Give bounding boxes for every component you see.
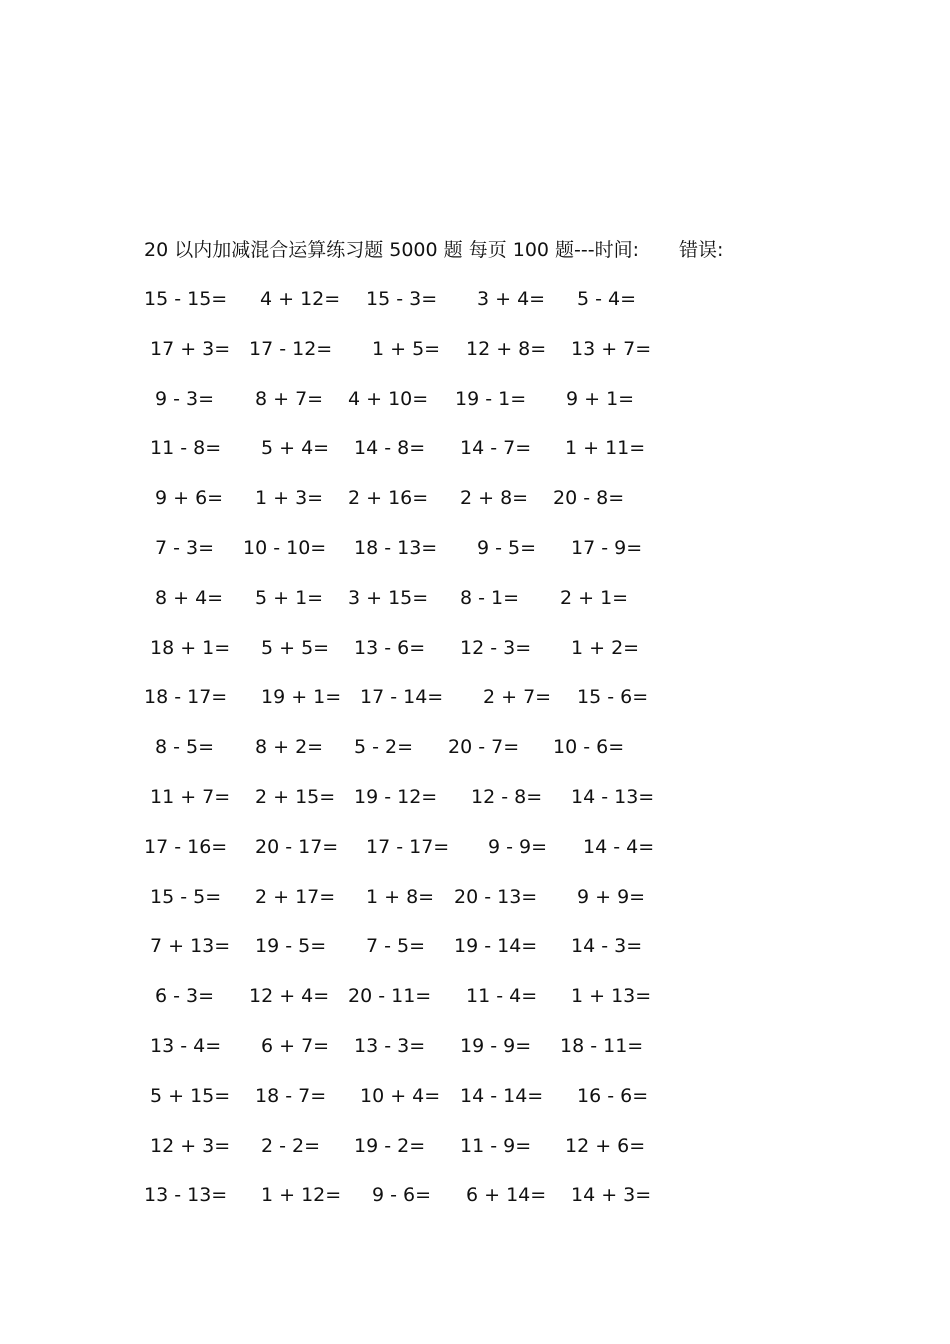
math-problem: 13 - 13= [144,1184,228,1207]
math-problem: 19 - 1= [455,387,527,410]
math-problem: 18 - 7= [255,1084,327,1107]
math-problem: 6 + 14= [466,1184,547,1207]
math-problem: 19 + 1= [261,686,342,709]
math-problem: 10 + 4= [360,1084,441,1107]
problem-row [0,335,950,385]
problem-row [0,833,950,883]
problem-row [0,883,950,933]
math-problem: 19 - 12= [354,785,438,808]
math-problem: 14 - 13= [571,785,655,808]
problem-row [0,683,950,733]
math-problem: 11 - 9= [460,1134,532,1157]
math-problem: 2 - 2= [261,1134,321,1157]
problem-row [0,1082,950,1132]
math-problem: 19 - 2= [354,1134,426,1157]
problem-row [0,634,950,684]
math-problem: 1 + 3= [255,487,324,510]
math-problem: 11 - 4= [466,985,538,1008]
math-problem: 12 + 3= [150,1134,231,1157]
math-problem: 11 - 8= [150,437,222,460]
math-problem: 1 + 2= [571,636,640,659]
math-problem: 7 - 3= [155,536,215,559]
math-problem: 9 - 5= [477,536,537,559]
math-problem: 20 - 11= [348,985,432,1008]
math-problem: 7 - 5= [366,935,426,958]
math-problem: 12 + 4= [249,985,330,1008]
math-problem: 18 - 13= [354,536,438,559]
math-problem: 15 - 3= [366,288,438,310]
problem-grid [0,285,950,1231]
math-problem: 1 + 12= [261,1184,342,1207]
problem-row [0,1181,950,1231]
math-problem: 1 + 5= [372,337,441,360]
math-problem: 17 - 14= [360,686,444,709]
math-problem: 9 - 6= [372,1184,432,1207]
math-problem: 14 - 14= [460,1084,544,1107]
problem-row [0,932,950,982]
math-problem: 12 + 6= [565,1134,646,1157]
math-problem: 8 + 4= [155,586,224,609]
math-problem: 17 - 9= [571,536,643,559]
math-problem: 18 - 11= [560,1034,644,1057]
math-problem: 15 - 15= [144,288,228,310]
math-problem: 13 + 7= [571,337,652,360]
math-problem: 2 + 15= [255,785,336,808]
problem-row [0,434,950,484]
math-problem: 8 + 2= [255,736,324,759]
math-problem: 3 + 4= [477,288,546,310]
math-problem: 19 - 14= [454,935,538,958]
math-problem: 16 - 6= [577,1084,649,1107]
math-problem: 20 - 13= [454,885,538,908]
math-problem: 2 + 1= [560,586,629,609]
math-problem: 9 + 6= [155,487,224,510]
math-problem: 12 - 8= [471,785,543,808]
math-problem: 20 - 7= [448,736,520,759]
math-problem: 17 - 17= [366,835,450,858]
math-problem: 5 + 15= [150,1084,231,1107]
math-problem: 20 - 8= [553,487,625,510]
math-problem: 14 - 4= [583,835,655,858]
math-problem: 6 + 7= [261,1034,330,1057]
math-problem: 13 - 4= [150,1034,222,1057]
math-problem: 1 + 11= [565,437,646,460]
errors-label: 错误: [679,239,724,261]
problem-row [0,484,950,534]
math-problem: 10 - 6= [553,736,625,759]
problem-row [0,534,950,584]
math-problem: 14 + 3= [571,1184,652,1207]
math-problem: 2 + 7= [483,686,552,709]
math-problem: 5 - 2= [354,736,414,759]
math-problem: 14 - 3= [571,935,643,958]
math-problem: 15 - 6= [577,686,649,709]
math-problem: 12 + 8= [466,337,547,360]
math-problem: 17 - 12= [249,337,333,360]
problem-row [0,982,950,1032]
math-problem: 5 + 1= [255,586,324,609]
math-problem: 8 + 7= [255,387,324,410]
worksheet-title: 20 以内加减混合运算练习题 5000 题 每页 100 题---时间: [144,239,640,261]
math-problem: 5 - 4= [577,288,637,310]
math-problem: 20 - 17= [255,835,339,858]
math-problem: 9 - 3= [155,387,215,410]
math-problem: 2 + 16= [348,487,429,510]
math-problem: 14 - 8= [354,437,426,460]
math-problem: 19 - 9= [460,1034,532,1057]
math-problem: 6 - 3= [155,985,215,1008]
math-problem: 3 + 15= [348,586,429,609]
math-problem: 4 + 12= [260,288,341,310]
math-problem: 9 + 9= [577,885,646,908]
math-problem: 10 - 10= [243,536,327,559]
math-problem: 5 + 4= [261,437,330,460]
worksheet-header [144,236,723,264]
math-problem: 4 + 10= [348,387,429,410]
math-problem: 7 + 13= [150,935,231,958]
math-problem: 15 - 5= [150,885,222,908]
math-problem: 11 + 7= [150,785,231,808]
math-problem: 1 + 8= [366,885,435,908]
math-problem: 14 - 7= [460,437,532,460]
math-problem: 18 + 1= [150,636,231,659]
problem-row [0,385,950,435]
math-problem: 17 + 3= [150,337,231,360]
problem-row [0,1032,950,1082]
problem-row [0,1132,950,1182]
math-problem: 19 - 5= [255,935,327,958]
math-problem: 8 - 1= [460,586,520,609]
math-problem: 12 - 3= [460,636,532,659]
problem-row [0,733,950,783]
math-problem: 13 - 6= [354,636,426,659]
math-problem: 8 - 5= [155,736,215,759]
math-problem: 9 + 1= [566,387,635,410]
math-problem: 5 + 5= [261,636,330,659]
math-problem: 18 - 17= [144,686,228,709]
math-problem: 13 - 3= [354,1034,426,1057]
math-problem: 2 + 17= [255,885,336,908]
math-problem: 17 - 16= [144,835,228,858]
math-problem: 2 + 8= [460,487,529,510]
problem-row [0,584,950,634]
problem-row [0,783,950,833]
math-problem: 1 + 13= [571,985,652,1008]
math-problem: 9 - 9= [488,835,548,858]
problem-row [0,285,950,335]
